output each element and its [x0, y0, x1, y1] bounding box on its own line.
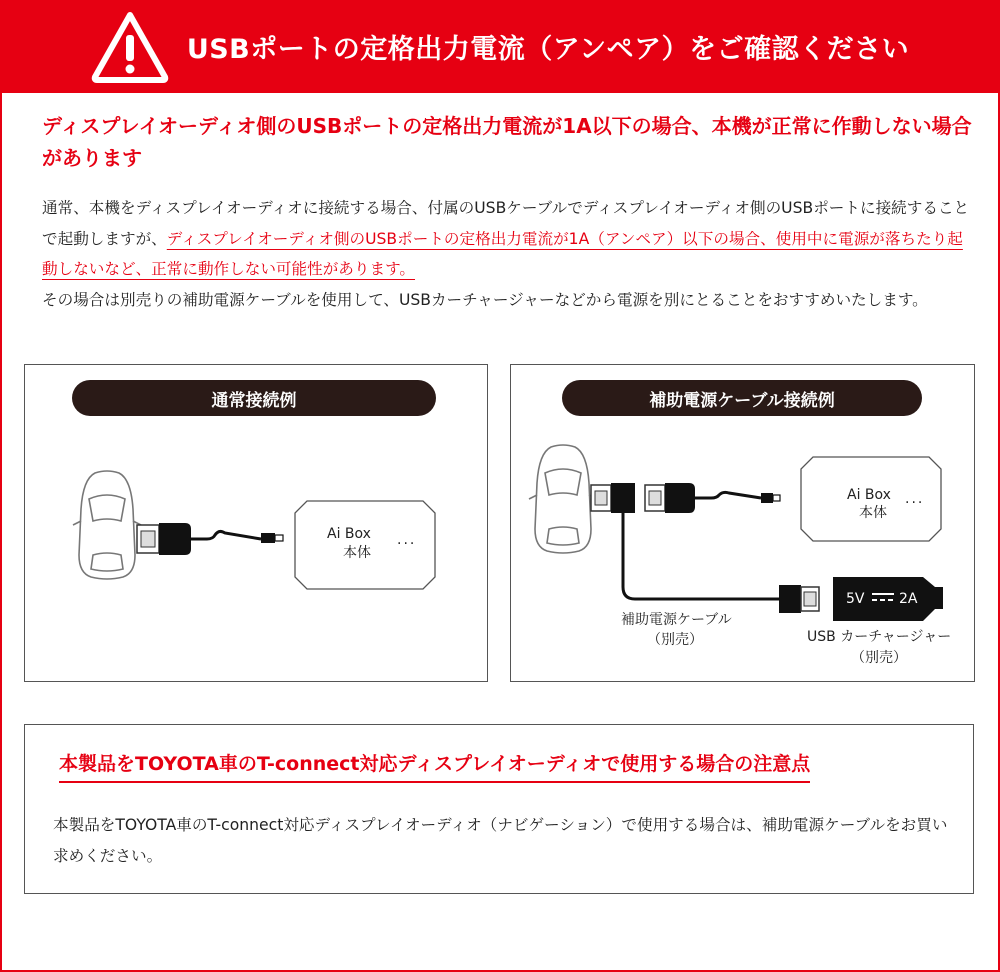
body-text-warning: ディスプレイオーディオ側のUSBポートの定格出力電流が1A（アンペア）以下の場合、使用中に電源が落ちたり起動しないなど、正常に動作しない可能性があります。: [42, 229, 963, 278]
ai-box-dots: ...: [905, 491, 925, 507]
ai-box-dots: ...: [397, 532, 417, 548]
ai-box-sublabel: 本体: [343, 545, 371, 561]
usb-plug-icon: [645, 483, 695, 513]
banner-title: USBポートの定格出力電流（アンペア）をご確認ください: [186, 34, 910, 65]
usb-plug-icon: [137, 523, 191, 555]
body-paragraph: [42, 193, 977, 315]
aux-cable-label: 補助電源ケーブル: [621, 612, 732, 628]
ai-box-label: Ai Box: [327, 526, 371, 542]
warning-triangle-icon: [91, 11, 169, 83]
headline: ディスプレイオーディオ側のUSBポートの定格出力電流が1A以下の場合、本機が正常に作動しない場合があります: [42, 114, 972, 170]
toyota-notice-box: [24, 724, 974, 894]
normal-connection-panel: [24, 364, 488, 682]
notice-title: 本製品をTOYOTA車のT-connect対応ディスプレイオーディオで使用する場合の注意点: [59, 749, 810, 783]
charger-voltage: 5V: [846, 591, 865, 607]
aux-cable-sublabel: （別売）: [647, 632, 703, 648]
car-icon: [73, 471, 141, 579]
dc-symbol-icon: [872, 593, 894, 603]
body-text-part3: その場合は別売りの補助電源ケーブルを使用して、USBカーチャージャーなどから電源を別にとることをおすすめいたします。: [42, 290, 928, 309]
car-charger-label: USB カーチャージャー: [807, 629, 952, 645]
ai-box-label: Ai Box: [847, 487, 891, 503]
charger-current: 2A: [899, 591, 918, 607]
aux-cable-connection-panel: [510, 364, 975, 682]
normal-connection-title: 通常接続例: [72, 380, 436, 416]
ai-box-sublabel: 本体: [859, 505, 887, 521]
aux-cable-connection-title: 補助電源ケーブル接続例: [562, 380, 922, 416]
warning-banner: [0, 0, 1000, 93]
notice-body: 本製品をTOYOTA車のT-connect対応ディスプレイオーディオ（ナビゲーション）で使用する場合は、補助電源ケーブルをお買い求めください。: [53, 816, 948, 865]
car-charger-sublabel: （別売）: [851, 650, 907, 666]
body-text-part1: 通常、本機をディスプレイオーディオに接続する場合、付属のUSBケーブルでディスプレイオーディオ側のUSBポートに接続することで起動しますが、: [42, 199, 970, 248]
usb-plug-icon: [591, 485, 611, 511]
normal-connection-diagram: [25, 365, 489, 683]
car-icon: [529, 445, 597, 553]
